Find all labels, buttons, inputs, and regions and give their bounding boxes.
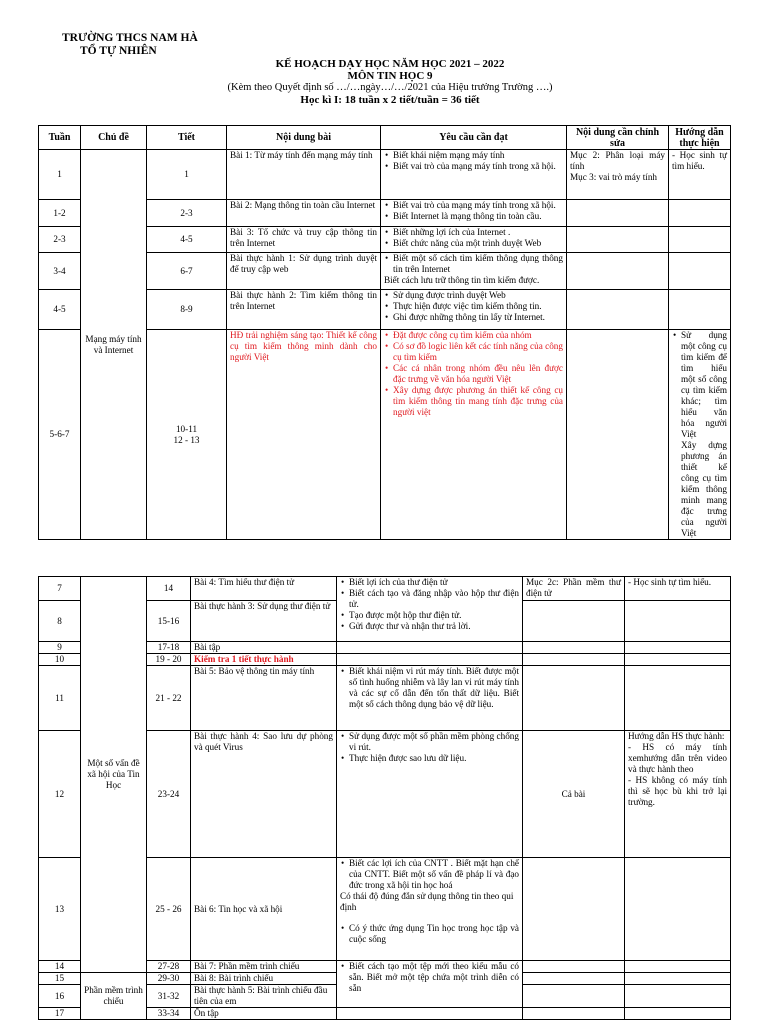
- week-cell: 12: [39, 731, 81, 858]
- school-name: TRƯỜNG THCS NAM HÀ: [62, 32, 198, 44]
- guide-cell: [669, 330, 731, 540]
- content-cell: Bài 5: Bảo vệ thông tin máy tính: [191, 666, 337, 731]
- requirement-cell: [337, 1008, 523, 1020]
- header-row: [39, 126, 731, 150]
- requirement-item: • Biết chức năng của một trình duyệt Web: [384, 238, 563, 249]
- content-cell: Ôn tập: [191, 1008, 337, 1020]
- requirement-item: • Tạo được một hộp thư điện tử.: [340, 610, 519, 621]
- subject-title: MÔN TIN HỌC 9: [347, 70, 433, 82]
- requirement-note: Có thái độ đúng đắn sử dụng thông tin theo qui định: [340, 891, 514, 912]
- guide-cell: [669, 227, 731, 253]
- guide-cell: [625, 858, 731, 961]
- content-cell: Bài thực hành 2: Tìm kiếm thông tin trên Internet: [227, 290, 381, 330]
- requirement-cell: [337, 654, 523, 666]
- requirement-cell: [381, 330, 567, 540]
- requirement-item: • Xây dựng được phương án thiết kế công cụ tìm kiếm thông tin mang tính đặc trưng của người việt: [384, 385, 563, 418]
- requirement-item: • Đặt được công cụ tìm kiếm của nhóm: [384, 330, 563, 341]
- adjust-cell: [567, 227, 669, 253]
- guide-cell: - Học sinh tự tìm hiểu.: [625, 577, 731, 601]
- requirement-item: • Biết khái niệm vi rút máy tính. Biết được một số tình huống nhiễm và lây lan vi rút máy tính và các sự cố dẫn đến tổn thất dữ liệu. Biết một số cách thông dụng bảo vệ dữ liệu.: [340, 666, 519, 710]
- requirement-item: • Biết các lợi ích của CNTT . Biết mặt hạn chế của CNTT. Biết một số vấn đề pháp lí và đạo đức trong xã hội tin học hoá: [340, 858, 519, 891]
- guide-cell: [625, 973, 731, 985]
- week-cell: 9: [39, 642, 81, 654]
- content-cell: Bài 6: Tin học và xã hội: [191, 858, 337, 961]
- requirement-item: • Sử dụng được trình duyệt Web: [384, 290, 563, 301]
- guide-cell: [625, 1008, 731, 1020]
- col-requirement: Yêu cầu cần đạt: [381, 126, 567, 150]
- col-adjust: Nội dung cần chỉnh sửa: [567, 126, 669, 150]
- col-period: Tiết: [147, 126, 227, 150]
- adjust-cell: [567, 330, 669, 540]
- period-cell: 6-7: [147, 253, 227, 290]
- content-cell: Bài 8: Bài trình chiếu: [191, 973, 337, 985]
- term-summary: Học kì I: 18 tuần x 2 tiết/tuần = 36 tiết: [300, 94, 480, 106]
- period-cell: 4-5: [147, 227, 227, 253]
- guide-item: • Sử dụng một công cụ tìm kiếm để tìm hiểu một số công cụ tìm kiếm khác; tìm hiểu văn hóa người Việt Xây dựng phương án thiết kế công cụ tìm kiếm thông minh mang đặc trưng của người Việt: [672, 330, 727, 539]
- content-cell: HĐ trải nghiệm sáng tạo: Thiết kế công cụ tìm kiếm thông minh dành cho người Việt: [227, 330, 381, 540]
- topic-cell: Mạng máy tính và Internet: [81, 150, 147, 540]
- adjust-cell: [523, 858, 625, 961]
- week-cell: 10: [39, 654, 81, 666]
- adjust-cell: [567, 253, 669, 290]
- week-cell: 13: [39, 858, 81, 961]
- topic-cell: Phần mềm trình chiếu: [81, 973, 147, 1020]
- period-cell: 31-32: [147, 985, 191, 1008]
- adjust-cell: Mục 2c: Phần mềm thư điện tử: [523, 577, 625, 601]
- week-cell: 7: [39, 577, 81, 601]
- guide-cell: - Học sinh tự tìm hiểu.: [669, 150, 731, 200]
- plan-title: KẾ HOẠCH DẠY HỌC NĂM HỌC 2021 – 2022: [275, 58, 505, 70]
- guide-cell: [625, 961, 731, 973]
- requirement-item: • Thực hiện được việc tìm kiếm thông tin.: [384, 301, 563, 312]
- content-cell: Bài 4: Tìm hiểu thư điện tử: [191, 577, 337, 601]
- adjust-cell: [567, 200, 669, 227]
- period-cell: 19 - 20: [147, 654, 191, 666]
- requirement-item: • Ghi được những thông tin lấy từ Internet.: [384, 312, 563, 323]
- requirement-item: • Biết vai trò của mạng máy tính trong xã hội.: [384, 161, 563, 172]
- requirement-item: • Thực hiện được sao lưu dữ liệu.: [340, 753, 519, 764]
- requirement-item: • Biết lợi ích của thư điện tử: [340, 577, 519, 588]
- requirement-item: • Sử dụng được một số phần mềm phòng chống vi rút.: [340, 731, 519, 753]
- plan-table-1: [38, 125, 731, 540]
- week-cell: 4-5: [39, 290, 81, 330]
- week-cell: 3-4: [39, 253, 81, 290]
- requirement-cell: [381, 227, 567, 253]
- period-cell: 21 - 22: [147, 666, 191, 731]
- adjust-cell: [567, 290, 669, 330]
- guide-cell: [625, 601, 731, 642]
- requirement-item: • Biết khái niệm mạng máy tính: [384, 150, 563, 161]
- requirement-cell: [337, 577, 523, 642]
- requirement-cell: [381, 200, 567, 227]
- week-cell: 1-2: [39, 200, 81, 227]
- content-cell: Bài thực hành 4: Sao lưu dự phòng và quét Virus: [191, 731, 337, 858]
- content-cell: Bài 2: Mạng thông tin toàn cầu Internet: [227, 200, 381, 227]
- requirement-cell: [337, 961, 523, 1008]
- table-row: [39, 577, 731, 601]
- document-heading: [160, 58, 620, 106]
- period-cell: 2-3: [147, 200, 227, 227]
- requirement-item: • Có ý thức ứng dụng Tin học trong học tập và cuộc sống: [340, 923, 519, 945]
- guide-cell: [669, 253, 731, 290]
- week-cell: 14: [39, 961, 81, 973]
- week-cell: 15: [39, 973, 81, 985]
- content-cell: Bài 7: Phần mềm trình chiếu: [191, 961, 337, 973]
- content-cell: Bài tập: [191, 642, 337, 654]
- requirement-cell: [381, 290, 567, 330]
- requirement-cell: [337, 666, 523, 731]
- period-cell: 1: [147, 150, 227, 200]
- guide-cell: Hướng dẫn HS thực hành: - HS có máy tính xemhướng dẫn trên video và thực hành theo - HS không có máy tính thì sẽ học bù khi trở lại trường.: [625, 731, 731, 858]
- content-cell: Bài thực hành 5: Bài trình chiếu đầu tiên của em: [191, 985, 337, 1008]
- content-cell: Bài thực hành 1: Sử dụng trình duyệt để truy cập web: [227, 253, 381, 290]
- period-cell: 27-28: [147, 961, 191, 973]
- requirement-cell: [337, 858, 523, 961]
- requirement-item: • Biết một số cách tìm kiếm thông dụng thông tin trên Internet: [384, 253, 563, 275]
- adjust-cell: [523, 1008, 625, 1020]
- topic-cell: Một số vấn đề xã hội của Tin Học: [81, 577, 147, 973]
- content-cell: Bài 1: Từ máy tính đến mạng máy tính: [227, 150, 381, 200]
- guide-cell: [625, 666, 731, 731]
- period-cell: 15-16: [147, 601, 191, 642]
- week-cell: 1: [39, 150, 81, 200]
- requirement-note: Biết cách lưu trữ thông tin tìm kiếm được.: [384, 275, 540, 285]
- period-cell: 25 - 26: [147, 858, 191, 961]
- content-cell: Kiểm tra 1 tiết thực hành: [191, 654, 337, 666]
- period-cell: 29-30: [147, 973, 191, 985]
- requirement-item: • Các cá nhân trong nhóm đều nêu lên được đặc trưng về văn hóa người Việt: [384, 363, 563, 385]
- content-cell: Bài thực hành 3: Sử dụng thư điện tử: [191, 601, 337, 642]
- table-row: [39, 150, 731, 200]
- col-guide: Hướng dẫn thực hiện: [669, 126, 731, 150]
- guide-cell: [625, 985, 731, 1008]
- adjust-cell: [523, 654, 625, 666]
- adjust-cell: Mục 2: Phân loại máy tính Mục 3: vai trò máy tính: [567, 150, 669, 200]
- requirement-item: • Biết Internet là mạng thông tin toàn cầu.: [384, 211, 563, 222]
- group-name: TỔ TỰ NHIÊN: [80, 45, 157, 57]
- requirement-item: • Biết những lợi ích của Internet .: [384, 227, 563, 238]
- adjust-cell: [523, 973, 625, 985]
- adjust-cell: [523, 642, 625, 654]
- content-cell: Bài 3: Tổ chức và truy cập thông tin trên Internet: [227, 227, 381, 253]
- adjust-cell: [523, 985, 625, 1008]
- requirement-cell: [381, 150, 567, 200]
- guide-cell: [669, 200, 731, 227]
- week-cell: 2-3: [39, 227, 81, 253]
- period-cell: 33-34: [147, 1008, 191, 1020]
- guide-cell: [669, 290, 731, 330]
- requirement-item: • Biết cách tạo một tệp mới theo kiểu mẫu có sẵn. Biết mở một tệp chứa một trình diễn có sẵn: [340, 961, 519, 994]
- guide-cell: [625, 642, 731, 654]
- requirement-cell: [381, 253, 567, 290]
- requirement-item: • Có sơ đồ logic liên kết các tính năng của công cụ tìm kiếm: [384, 341, 563, 363]
- adjust-cell: [523, 666, 625, 731]
- col-week: Tuần: [39, 126, 81, 150]
- adjust-cell: [523, 601, 625, 642]
- requirement-cell: [337, 642, 523, 654]
- period-cell: 10-11 12 - 13: [147, 330, 227, 540]
- adjust-cell: Cả bài: [523, 731, 625, 858]
- requirement-item: • Biết vai trò của mạng máy tính trong xã hội.: [384, 200, 563, 211]
- period-cell: 23-24: [147, 731, 191, 858]
- attachment-note: (Kèm theo Quyết định số …/…ngày…/…/2021 của Hiệu trưởng Trường ….): [227, 82, 553, 93]
- adjust-cell: [523, 961, 625, 973]
- col-topic: Chủ đề: [81, 126, 147, 150]
- plan-table-2: [38, 576, 731, 1020]
- school-header: [62, 32, 198, 58]
- period-cell: 14: [147, 577, 191, 601]
- requirement-item: • Biết cách tạo và đăng nhập vào hộp thư điện tử.: [340, 588, 519, 610]
- period-cell: 17-18: [147, 642, 191, 654]
- requirement-item: • Gửi được thư và nhận thư trả lời.: [340, 621, 519, 632]
- week-cell: 17: [39, 1008, 81, 1020]
- week-cell: 16: [39, 985, 81, 1008]
- col-content: Nội dung bài: [227, 126, 381, 150]
- requirement-cell: [337, 731, 523, 858]
- week-cell: 8: [39, 601, 81, 642]
- week-cell: 11: [39, 666, 81, 731]
- period-cell: 8-9: [147, 290, 227, 330]
- week-cell: 5-6-7: [39, 330, 81, 540]
- guide-cell: [625, 654, 731, 666]
